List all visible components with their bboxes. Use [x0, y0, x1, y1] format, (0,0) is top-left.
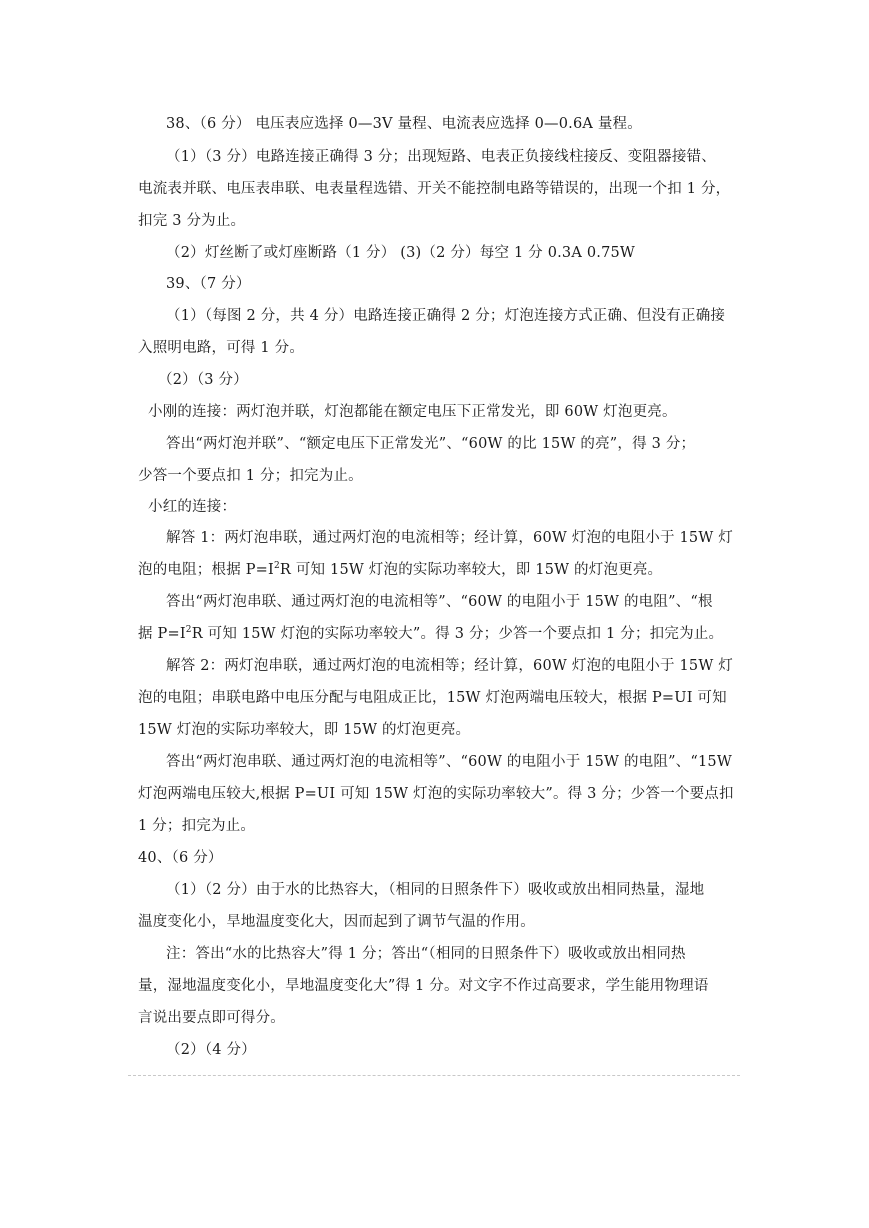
xiaogang-line: 小刚的连接：两灯泡并联，灯泡都能在额定电压下正常发光，即 60W 灯泡更亮。	[148, 404, 677, 420]
q39-part1-line1: （1）（每图 2 分，共 4 分）电路连接正确得 2 分；灯泡连接方式正确、但没有正确接	[166, 308, 726, 324]
q40-note-line1: 注：答出“水的比热容大”得 1 分；答出“（相同的日照条件下）吸收或放出相同热	[166, 946, 686, 962]
q40-part1-line1: （1）（2 分）由于水的比热容大，（相同的日照条件下）吸收或放出相同热量，湿地	[166, 882, 705, 898]
solution2-line3: 15W 灯泡的实际功率较大，即 15W 的灯泡更亮。	[138, 722, 471, 738]
xiaogang-answer-line1: 答出“两灯泡并联”、“额定电压下正常发光”、“60W 的比 15W 的亮”，得 3 分；	[166, 436, 696, 452]
q40-note-line2: 量，湿地温度变化小，旱地温度变化大”得 1 分。对文字不作过高要求，学生能用物理语	[138, 978, 709, 994]
solution1-answer-line1: 答出“两灯泡串联、通过两灯泡的电流相等”、“60W 的电阻小于 15W 的电阻”、“根	[166, 594, 713, 610]
page-footer-divider	[128, 1075, 740, 1076]
solution2-answer-line1: 答出“两灯泡串联、通过两灯泡的电流相等”、“60W 的电阻小于 15W 的电阻”、“15W	[166, 754, 732, 770]
solution2-line2: 泡的电阻；串联电路中电压分配与电阻成正比，15W 灯泡两端电压较大，根据 P=UI 可知	[138, 690, 727, 706]
xiaohong-heading: 小红的连接：	[148, 499, 237, 515]
q38-heading: 38、（6 分） 电压表应选择 0—3V 量程、电流表应选择 0—0.6A 量程。	[166, 116, 642, 132]
q40-part1-line2: 温度变化小，旱地温度变化大，因而起到了调节气温的作用。	[138, 914, 535, 930]
q38-part1-line2: 电流表并联、电压表串联、电表量程选错、开关不能控制电路等错误的，出现一个扣 1 分，	[138, 181, 731, 197]
q39-heading: 39、（7 分）	[166, 276, 251, 292]
q39-part2-heading: （2）（3 分）	[158, 372, 248, 388]
solution2-line1: 解答 2：两灯泡串联，通过两灯泡的电流相等；经计算，60W 灯泡的电阻小于 15W 灯	[166, 658, 733, 674]
q38-part1-line1: （1）（3 分）电路连接正确得 3 分；出现短路、电表正负接线柱接反、变阻器接错、	[166, 149, 716, 165]
q38-part1-line3: 扣完 3 分为止。	[138, 213, 246, 229]
solution2-answer-line2: 灯泡两端电压较大,根据 P=UI 可知 15W 灯泡的实际功率较大”。得 3 分；少答一个要点扣	[138, 786, 734, 802]
solution1-line2: 泡的电阻；根据 $P=I^2R$ 可知 15W 灯泡的实际功率较大，即 15W 的灯泡更亮。	[138, 561, 663, 578]
solution1-line1: 解答 1：两灯泡串联，通过两灯泡的电流相等；经计算，60W 灯泡的电阻小于 15W 灯	[166, 530, 733, 546]
q39-part1-line2: 入照明电路，可得 1 分。	[138, 340, 305, 356]
solution2-answer-line3: 1 分；扣完为止。	[138, 818, 256, 834]
xiaogang-answer-line2: 少答一个要点扣 1 分；扣完为止。	[138, 468, 363, 484]
solution1-answer-line2: 据 $P=I^2R$ 可知 15W 灯泡的实际功率较大”。得 3 分；少答一个要点扣 1 分；扣完为止。	[138, 625, 724, 642]
q38-part2-line: （2）灯丝断了或灯座断路（1 分） (3)（2 分）每空 1 分 0.3A 0.75W	[166, 245, 636, 261]
q40-heading: 40、（6 分）	[138, 850, 223, 866]
q40-part2-heading: （2）（4 分）	[166, 1042, 256, 1058]
q40-note-line3: 言说出要点即可得分。	[138, 1010, 285, 1026]
